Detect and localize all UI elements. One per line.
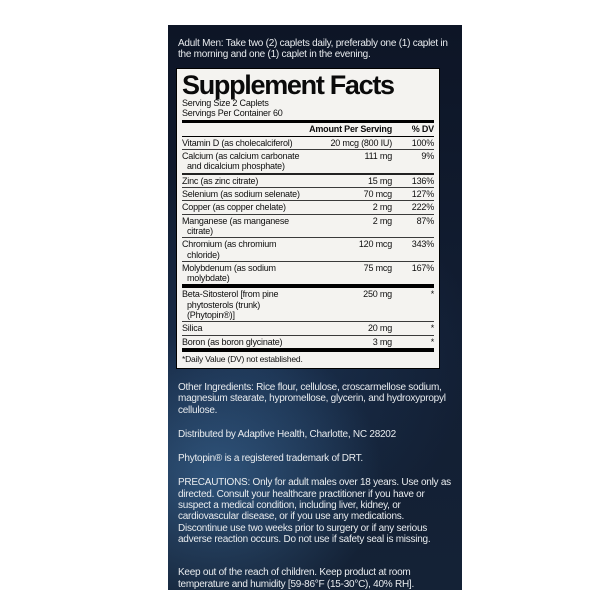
nutrient-row-zinc: Zinc (as zinc citrate) 15 mg 136% [182, 173, 434, 187]
header-percent-dv: % DV [411, 123, 434, 134]
supplement-label [168, 25, 462, 590]
other-ingredients: Other Ingredients: Rice flour, cellulose, croscarmellose sodium, magnesium stearate, hypromellose, glycerin, and hydroxypropyl cellulose. [178, 381, 446, 416]
distributor-line: Distributed by Adaptive Health, Charlotte, NC 28202 [178, 428, 396, 440]
nutrient-row-calcium: Calcium (as calcium carbonate and dicalcium phosphate) 111 mg 9% [182, 151, 434, 172]
nutrient-row-vitamin-d: Vitamin D (as cholecalciferol) 20 mcg (800 IU) 100% [182, 137, 434, 148]
nutrient-row-molybdenum: Molybdenum (as sodium molybdate) 75 mcg 167% [182, 262, 434, 284]
dv-footnote: *Daily Value (DV) not established. [182, 353, 303, 364]
nutrient-row-selenium: Selenium (as sodium selenate) 70 mcg 127% [182, 189, 434, 200]
header-amount-per-serving: Amount Per Serving [309, 123, 392, 134]
storage-note: Keep out of the reach of children. Keep product at room temperature and humidity [59-86°F (15-30°C), 40% RH]. [178, 567, 414, 590]
serving-size: Serving Size 2 Caplets [182, 97, 269, 108]
nutrient-row-boron: Boron (as boron glycinate) 3 mg * [182, 336, 434, 347]
nutrient-row-manganese: Manganese (as manganese citrate) 2 mg 87% [182, 215, 434, 236]
supplement-facts-panel [176, 68, 440, 369]
nutrient-row-copper: Copper (as copper chelate) 2 mg 222% [182, 202, 434, 213]
nutrient-row-silica: Silica 20 mg * [182, 323, 434, 334]
dosage-directions: Adult Men: Take two (2) caplets daily, preferably one (1) caplet in the morning and one (1) caplet in the evening. [178, 38, 448, 61]
trademark-note: Phytopin® is a registered trademark of DRT. [178, 453, 363, 465]
nutrient-row-chromium: Chromium (as chromium chloride) 120 mcg 343% [182, 239, 434, 260]
table-header-row [182, 123, 434, 137]
supplement-facts-title: Supplement Facts [182, 69, 394, 100]
nutrient-row-beta-sitosterol: Beta-Sitosterol [from pine phytosterols (trunk)(Phytopin®)] 250 mg * [182, 289, 434, 321]
servings-per-container: Servings Per Container 60 [182, 107, 283, 118]
precautions: PRECAUTIONS: Only for adult males over 18 years. Use only as directed. Consult your healthcare practitioner if you have or suspect a medical condition, including liver, kidney, or cardiovascular disease, or if you use any medications. Discontinue use two weeks prior to surgery or if any serious adverse reaction occurs. Do not use if safety seal is missing. [178, 477, 451, 545]
